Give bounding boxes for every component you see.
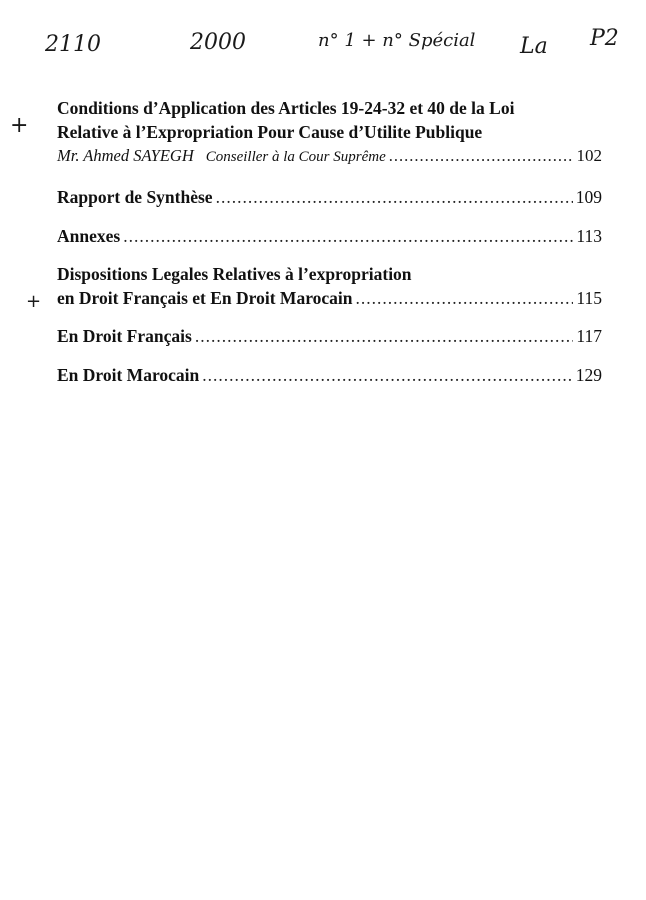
toc-page-number: 117 (576, 326, 602, 346)
toc-entry (57, 324, 602, 348)
toc-entry (57, 363, 602, 387)
dot-leader (356, 286, 574, 310)
dot-leader (195, 324, 574, 348)
margin-check-mark: + (26, 291, 42, 312)
dot-leader (202, 363, 572, 387)
toc-entry-title: Rapport de Synthèse (57, 187, 213, 207)
toc-entry (57, 96, 602, 169)
dot-leader (123, 224, 573, 248)
toc-entry (57, 262, 602, 310)
toc-entry-title: en Droit Français et En Droit Marocain (57, 288, 353, 308)
handwritten-note: 2000 (190, 30, 246, 55)
toc-entry-title: En Droit Français (57, 326, 192, 346)
toc-entry-title: Relative à l’Expropriation Pour Cause d’Utilite Publique (57, 122, 483, 142)
toc-page-number: 109 (575, 187, 602, 207)
toc-entry-title: Dispositions Legales Relatives à l’expropriation (57, 264, 412, 284)
toc-author-row (57, 144, 602, 169)
dot-leader (216, 185, 573, 209)
toc-row (57, 363, 602, 387)
toc-entry (57, 224, 602, 248)
handwritten-annotations (0, 28, 646, 78)
toc-row (57, 185, 602, 209)
toc-entry (57, 185, 602, 209)
toc-author: Mr. Ahmed SAYEGH (57, 146, 194, 165)
toc-page-number: 129 (575, 365, 602, 385)
toc-page-number: 115 (576, 288, 602, 308)
toc-row (57, 224, 602, 248)
toc-author-role: Conseiller à la Cour Suprême (205, 149, 386, 165)
handwritten-note: n° 1 + n° Spécial (318, 30, 476, 51)
toc-entry-title: Conditions d’Application des Articles 19-24-32 et 40 de la Loi (57, 98, 515, 118)
handwritten-note: La (520, 34, 548, 59)
table-of-contents (57, 96, 602, 387)
toc-row (57, 324, 602, 348)
dot-leader (389, 144, 574, 168)
handwritten-note: P2 (590, 26, 619, 51)
handwritten-note: 2110 (45, 32, 101, 57)
toc-page-number: 102 (576, 146, 602, 165)
toc-page-number: 113 (576, 226, 602, 246)
toc-entry-title: Annexes (57, 226, 121, 246)
toc-entry-title: En Droit Marocain (57, 365, 200, 385)
toc-row (57, 286, 602, 310)
margin-check-mark: + (10, 113, 29, 138)
